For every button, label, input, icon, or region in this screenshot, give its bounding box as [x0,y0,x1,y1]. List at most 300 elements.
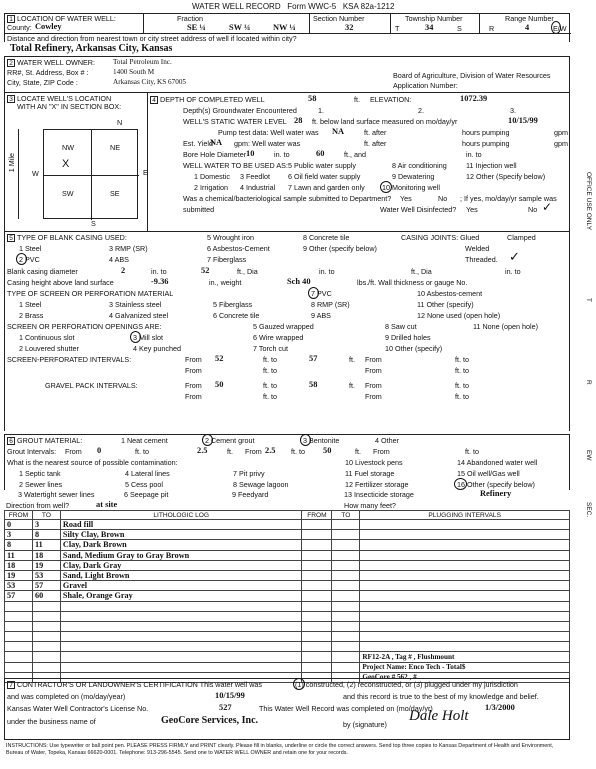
pump-hours: hours pumping [462,128,510,137]
casing-diameter-label: Blank casing diameter [7,267,78,276]
locate-label-1: LOCATE WELL'S LOCATION [17,94,112,103]
depth-label: DEPTH OF COMPLETED WELL [160,95,265,104]
table-row [5,581,570,591]
perf-to-label-2: ft. to [455,355,469,364]
disinfected-label: Water Well Disinfected? [380,205,457,214]
use-oilfield[interactable]: 6 Oil field water supply [288,172,361,181]
perf-from-label-3: From [185,366,202,375]
use-industrial[interactable]: 4 Industrial [240,183,276,192]
signature-label: by (signature) [343,720,387,729]
open-drilled[interactable]: 9 Drilled holes [385,333,431,342]
casing-joints-label: CASING JOINTS: Glued [401,233,480,242]
section-number: 2 [7,59,15,67]
contam-livestock[interactable]: 10 Livestock pens [345,458,403,467]
form-statute: KSA 82a-1212 [342,2,395,11]
address-value[interactable]: 1400 South M [113,68,155,76]
perf-to-label-4: ft. to [455,366,469,375]
certification-label: CONTRACTOR'S OR LANDOWNER'S CERTIFICATION This water well was [17,680,263,689]
grout-to-label-3: ft. to [465,447,479,456]
side-t-label: T [585,298,592,302]
quad-se: SE [110,189,120,198]
owner-value[interactable]: Total Petroleum Inc. [113,58,172,66]
screen-material-label: TYPE OF SCREEN OR PERFORATION MATERIAL [7,289,174,298]
section-box[interactable] [43,129,138,219]
table-row [5,560,570,570]
license-label: Kansas Water Well Contractor's License No. [7,704,149,713]
county-value[interactable]: Cowley [35,22,62,31]
contam-fertilizer[interactable]: 12 Fertilizer storage [345,480,409,489]
gravel-from-label-3: From [185,392,202,401]
grout-neat-cement[interactable]: 1 Neat cement [121,436,168,445]
screen-concrete[interactable]: 6 Concrete tile [213,311,260,320]
screen-abs[interactable]: 9 ABS [311,311,331,320]
city-value[interactable]: Arkansas City, KS 67005 [113,78,187,86]
pump-test-value[interactable]: NA [332,127,345,136]
location-x-mark: X [62,158,70,170]
yield-value[interactable]: NA [210,138,223,147]
log-col-to: TO [32,511,60,520]
distance-label: Distance and direction from nearest town or city street address of well if located within city? [7,34,297,43]
grout-cement-grout[interactable]: 2 Cement grout [205,436,255,445]
yield-gpm: gpm [554,139,568,148]
screen-steel[interactable]: 1 Steel [19,300,42,309]
section-number: 6 [7,437,15,445]
grout-ft-2: ft. [355,447,361,456]
log-desc[interactable]: Clay, Dark Gray [60,560,302,570]
table-row [5,591,570,601]
grout-cement-circle [202,434,213,446]
table-row [5,652,570,662]
log-note-3[interactable]: GeoCore # 562 , # [360,672,570,682]
gw-2: 2. [418,106,424,115]
business-value[interactable]: GeoCore Services, Inc. [161,715,259,726]
office-use-label: OFFICE USE ONLY [585,172,592,231]
gravel-to-label-3: ft. to [263,392,277,401]
township-t: T [395,24,400,33]
section-number: 1 [7,15,15,23]
chem-submitted: submitted [183,205,215,214]
section-number: 3 [7,95,15,103]
mile-label: 1 Mile [7,153,16,173]
chem-yes[interactable]: Yes [400,194,412,203]
contam-insecticide[interactable]: 13 Insecticide storage [344,490,414,499]
section-number: 7 [7,681,15,689]
log-from[interactable]: 8 [5,540,33,550]
use-monitoring-circle [380,181,392,193]
range-r: R [489,24,495,33]
disinfected-no[interactable]: No [528,205,538,214]
contam-seepage[interactable]: 6 Seepage pit [124,490,169,499]
contam-septic[interactable]: 1 Septic tank [19,469,61,478]
casing-in-to-2: in. to [319,267,335,276]
grout-from-value[interactable]: 0 [97,446,102,455]
grout-bentonite-circle [300,434,311,446]
log-from[interactable]: 57 [5,591,33,601]
grout-label: GROUT MATERIAL: [17,436,83,445]
gravel-from-label-4: From [365,392,382,401]
static-level-date[interactable]: 10/15/99 [508,116,538,125]
address-label: RR#, St. Address, Box # : [7,68,89,77]
record-completed-label: This Water Well Record was completed on (mo/day/yr) [259,704,433,713]
contam-lateral[interactable]: 4 Lateral lines [125,469,170,478]
static-level-tail: ft. below land surface measured on mo/day/yr [312,117,458,126]
certification-options[interactable]: (1) constructed, (2) reconstructed, or (3) plugged under my jurisdiction [295,680,518,689]
yield-gpm-well: gpm: Well water was [234,139,301,148]
gravel-intervals-label: GRAVEL PACK INTERVALS: [45,381,138,390]
contam-cess-pool[interactable]: 5 Cess pool [125,480,163,489]
log-from[interactable]: 53 [5,581,33,591]
grout-from-label: From [65,447,82,456]
use-dewatering[interactable]: 9 Dewatering [392,172,435,181]
casing-diameter-value[interactable]: 2 [121,266,126,275]
screen-pvc[interactable]: 7 PVC [311,289,332,298]
fraction-quarter-1[interactable]: SE ¼ [187,23,206,32]
fraction-quarter-2[interactable]: SW ¼ [229,23,251,32]
quad-sw: SW [62,189,74,198]
chem-tail: ; If yes, mo/day/yr sample was [460,194,557,203]
open-saw-cut[interactable]: 8 Saw cut [385,322,417,331]
side-sec-label: SEC. [585,502,592,518]
compass-e: E [143,168,148,177]
log-desc[interactable]: Sand, Medium Gray to Gray Brown [60,550,302,560]
log-desc[interactable]: Road fill [60,520,302,530]
casing-in-to: in. to [151,267,167,276]
contam-other[interactable]: 16 Other (specify below) [457,480,535,489]
board-label: Board of Agriculture, Division of Water Resources [393,71,551,80]
use-lawn[interactable]: 7 Lawn and garden only [288,183,365,192]
direction-label: Direction from well? [6,501,70,510]
log-note-1[interactable]: RF12-2A , Tag # , Flushmount [360,652,570,662]
openings-label: SCREEN OR PERFORATION OPENINGS ARE: [7,322,162,331]
section-number: 5 [7,234,15,242]
casing-other[interactable]: 9 Other (specify below) [303,244,377,253]
form-header [192,3,394,11]
table-row [5,550,570,560]
static-level-value[interactable]: 28 [294,116,303,125]
groundwater-label: Depth(s) Groundwater Encountered [183,106,297,115]
log-desc[interactable]: Silty Clay, Brown [60,530,302,540]
table-row [5,632,570,642]
side-r-label: R [585,380,592,385]
disinfected-no-check: ✓ [542,200,553,214]
compass-s: S [91,219,96,228]
log-to[interactable]: 3 [32,520,60,530]
casing-abs[interactable]: 4 ABS [109,255,129,264]
contam-fuel[interactable]: 11 Fuel storage [345,469,395,478]
log-to[interactable]: 60 [32,591,60,601]
section-number: 4 [150,96,158,104]
location-label: LOCATION OF WATER WELL: [17,14,116,23]
gravel-from-label: From [185,381,202,390]
grout-from-label-3: From [373,447,390,456]
water-well-record-form [4,2,592,767]
township-s: S [457,24,462,33]
screen-other[interactable]: 11 Other (specify) [417,300,474,309]
table-row [5,611,570,621]
use-public[interactable]: 5 Public water supply [288,161,356,170]
range-label: Range Number [505,14,554,23]
pump-gpm: gpm [554,128,568,137]
section-6-grout [4,434,570,490]
log-col-plug-from: FROM [302,511,332,520]
record-completed-value[interactable]: 1/3/2000 [485,703,515,712]
license-value[interactable]: 527 [219,703,232,712]
direction-value[interactable]: at site [96,500,118,509]
grout-to-value-2[interactable]: 50 [323,446,332,455]
gravel-ft: ft. [349,381,355,390]
contam-lagoon[interactable]: 8 Sewage lagoon [233,480,289,489]
use-label: WELL WATER TO BE USED AS: [183,161,288,170]
table-row [5,540,570,550]
section-value[interactable]: 32 [345,23,354,32]
log-to[interactable]: 18 [32,550,60,560]
table-row [5,520,570,530]
gravel-to-label: ft. to [263,381,277,390]
bore-and: ft., and [344,150,366,159]
gravel-from-label-2: From [365,381,382,390]
contam-oil-gas[interactable]: 15 Oil well/Gas well [457,469,520,478]
section-2-owner [4,56,570,92]
perf-to-label-3: ft. to [263,366,277,375]
open-none[interactable]: 11 None (open hole) [473,322,538,331]
grout-bentonite[interactable]: 3 Bentonite [303,436,340,445]
log-to[interactable]: 19 [32,560,60,570]
section-3-locate [4,92,148,231]
log-desc[interactable]: Shale, Orange Gray [60,591,302,601]
casing-label: TYPE OF BLANK CASING USED: [17,233,127,242]
township-value[interactable]: 34 [425,23,434,32]
bore-label: Bore Hole Diameter [183,150,247,159]
county-label: County: [7,23,32,32]
log-col-plugging: PLUGGING INTERVALS [360,511,570,520]
casing-to-value[interactable]: 52 [201,266,210,275]
range-direction: E/W [553,24,567,33]
pump-test-label: Pump test data: Well water was [218,128,319,137]
screen-rmp[interactable]: 8 RMP (SR) [311,300,350,309]
screen-none[interactable]: 12 None used (open hole) [417,311,501,320]
gravel-from-value[interactable]: 50 [215,380,224,389]
fraction-label: Fraction [177,14,203,23]
gravel-to-label-2: ft. to [455,381,469,390]
casing-height-value[interactable]: -9.36 [151,277,169,286]
log-from[interactable]: 11 [5,550,33,560]
bore-in-to-2: in. to [466,150,482,159]
screen-fiberglass[interactable]: 5 Fiberglass [213,300,253,309]
table-row [5,621,570,631]
grout-to-label: ft. to [135,447,149,456]
business-label: under the business name of [7,717,96,726]
perf-to-value[interactable]: 57 [309,354,318,363]
grout-from-label-2: From [245,447,262,456]
fraction-quarter-3[interactable]: NW ¼ [273,23,296,32]
log-to[interactable]: 8 [32,530,60,540]
use-feedlot[interactable]: 3 Feedlot [240,172,270,181]
gw-1: 1. [318,106,324,115]
perf-from-value[interactable]: 52 [215,354,224,363]
log-from[interactable]: 19 [5,570,33,580]
depth-unit: ft. [354,95,360,104]
log-from[interactable]: 0 [5,520,33,530]
log-to[interactable]: 53 [32,570,60,580]
log-from[interactable]: 3 [5,530,33,540]
screen-pvc-circle [308,287,319,299]
log-from[interactable]: 18 [5,560,33,570]
use-domestic[interactable]: 1 Domestic [194,172,230,181]
grout-to-value[interactable]: 2.5 [197,446,208,455]
gravel-to-label-4: ft. to [455,392,469,401]
open-continuous[interactable]: 1 Continuous slot [19,333,75,342]
casing-fiberglass[interactable]: 7 Fiberglass [207,255,247,264]
depth-value[interactable]: 58 [308,94,317,103]
section-5-casing [4,231,570,431]
casing-wrought-iron[interactable]: 5 Wrought iron [207,233,255,242]
joints-clamped[interactable]: Clamped [507,233,536,242]
screen-galvanized[interactable]: 4 Galvanized steel [109,311,169,320]
signature: Dale Holt [409,708,469,724]
casing-pvc-circle [16,253,27,265]
log-desc[interactable]: Gravel [60,581,302,591]
casing-lbs-label: lbs./ft. Wall thickness or gauge No. [357,278,468,287]
open-louvered[interactable]: 2 Louvered shutter [19,344,79,353]
contam-abandoned-well[interactable]: 14 Abandoned water well [457,458,538,467]
open-gauzed[interactable]: 5 Gauzed wrapped [253,322,314,331]
casing-weight-label: in., weight [209,278,242,287]
completed-label: and was completed on (mo/day/year) [7,692,126,701]
owner-label: WATER WELL OWNER: [17,58,95,67]
log-to[interactable]: 11 [32,540,60,550]
pump-ft-after: ft. after [364,128,387,137]
form-title: WATER WELL RECORD [192,2,281,11]
grout-other[interactable]: 4 Other [375,436,399,445]
open-mill-slot-circle [130,331,141,343]
casing-rmp[interactable]: 3 RMP (SR) [109,244,148,253]
threaded-check: ✓ [509,249,520,264]
joints-welded[interactable]: Welded [465,244,490,253]
screen-brass[interactable]: 2 Brass [19,311,44,320]
screen-stainless[interactable]: 3 Stainless steel [109,300,162,309]
lithologic-log-table [4,510,570,683]
instructions: INSTRUCTIONS: Use typewriter or ball point pen. PLEASE PRESS FIRMLY and PRINT clearly. Please fill in blanks, underline or circle the correct answers. Send top three copies to Kansas Department of Health and Environment, Bureau of Water, Topeka, Kansas 66620-0001. Telephone: 913-296-5545. Send one to WATER WELL OWNER and retain one for your records. [6,743,554,756]
disinfected-yes[interactable]: Yes [466,205,478,214]
grout-to-label-2: ft. to [291,447,305,456]
table-row [5,662,570,672]
log-header-row [5,511,570,520]
elevation-label: ELEVATION: [370,95,412,104]
use-monitoring[interactable]: 10 Monitoring well [382,183,440,192]
joints-threaded[interactable]: Threaded. [465,255,498,264]
completed-value[interactable]: 10/15/99 [215,691,245,700]
distance-value[interactable]: Total Refinery, Arkansas City, Kansas [10,43,173,54]
contam-other-circle [454,478,467,490]
use-irrigation[interactable]: 2 Irrigation [194,183,228,192]
table-row [5,530,570,540]
section-1-location [4,13,570,42]
log-desc[interactable]: Clay, Dark Brown [60,540,302,550]
open-mill-slot[interactable]: 3 Mill slot [133,333,163,342]
gravel-to-value[interactable]: 58 [309,380,318,389]
form-number: Form WWC-5 [287,2,337,11]
log-to[interactable]: 57 [32,581,60,591]
chem-label: Was a chemical/bacteriological sample submitted to Department? [183,194,392,203]
log-col-lithologic: LITHOLOGIC LOG [60,511,302,520]
how-many-feet-label: How many feet? [344,501,396,510]
casing-dia-2: ft., Dia [411,267,432,276]
use-other[interactable]: 12 Other (Specify below) [466,172,546,181]
perf-intervals-label: SCREEN-PERFORATED INTERVALS: [7,355,132,364]
township-label: Township Number [405,14,463,23]
section-label: Section Number [313,14,365,23]
open-other[interactable]: 10 Other (specify) [385,344,443,353]
perf-from-label: From [185,355,202,364]
constructed-circle [293,678,305,690]
open-wire[interactable]: 6 Wire wrapped [253,333,304,342]
compass-w: W [32,169,39,178]
perf-to-label: ft. to [263,355,277,364]
perf-ft: ft. [349,355,355,364]
static-level-label: WELL'S STATIC WATER LEVEL [183,117,287,126]
open-torch[interactable]: 7 Torch cut [253,344,289,353]
locate-label-2: WITH AN "X" IN SECTION BOX: [17,102,122,111]
grout-intervals-label: Grout Intervals: [7,447,57,456]
city-label: City, State, ZIP Code : [7,78,78,87]
chem-no[interactable]: No [438,194,448,203]
yield-label: Est. Yield [183,139,213,148]
table-row [5,642,570,652]
casing-concrete[interactable]: 8 Concrete tile [303,233,350,242]
contam-feedyard[interactable]: 9 Feedyard [232,490,269,499]
casing-height-label: Casing height above land surface [7,278,114,287]
casing-dia: ft., Dia [237,267,258,276]
elevation-value[interactable]: 1072.39 [460,94,488,103]
section-4-depth [148,92,570,231]
log-note-2[interactable]: Project Name: Enco Tech - Total$ [360,662,570,672]
casing-in-to-3: in. to [505,267,521,276]
bore-value[interactable]: 10 [246,149,255,158]
log-desc[interactable]: Sand, Light Brown [60,570,302,580]
use-injection[interactable]: 11 Injection well [466,161,517,170]
section-7-certification [4,678,570,740]
casing-pvc[interactable]: 2 PVC [19,255,40,264]
log-col-plug-to: TO [332,511,360,520]
yield-ft-after: ft. after [364,139,387,148]
contamination-label: What is the nearest source of possible contamination: [7,458,178,467]
range-value[interactable]: 4 [525,23,530,32]
bore-in-to: in. to [274,150,290,159]
screen-asbestos[interactable]: 10 Asbestos-cement [417,289,483,298]
log-col-from: FROM [5,511,33,520]
quad-ne: NE [110,143,120,152]
perf-from-label-2: From [365,355,382,364]
casing-asbestos[interactable]: 6 Asbestos-Cement [207,244,270,253]
table-row [5,601,570,611]
perf-from-label-4: From [365,366,382,375]
gw-3: 3. [510,106,516,115]
use-air[interactable]: 8 Air conditioning [392,161,447,170]
table-row [5,570,570,580]
grout-ft: ft. [227,447,233,456]
contam-watertight[interactable]: 3 Watertight sewer lines [18,490,95,499]
contam-sewer[interactable]: 2 Sewer lines [19,480,63,489]
open-key-punched[interactable]: 4 Key punched [133,344,181,353]
contam-pit-privy[interactable]: 7 Pit privy [233,469,265,478]
true-record-text: and this record is true to the best of my knowledge and belief. [343,692,539,701]
contam-other-value[interactable]: Refinery [480,489,512,498]
bore-to-value[interactable]: 60 [316,149,325,158]
grout-from-value-2[interactable]: 2.5 [265,446,276,455]
application-number-label: Application Number: [393,81,458,90]
casing-weight-value[interactable]: Sch 40 [287,277,311,286]
casing-steel[interactable]: 1 Steel [19,244,42,253]
